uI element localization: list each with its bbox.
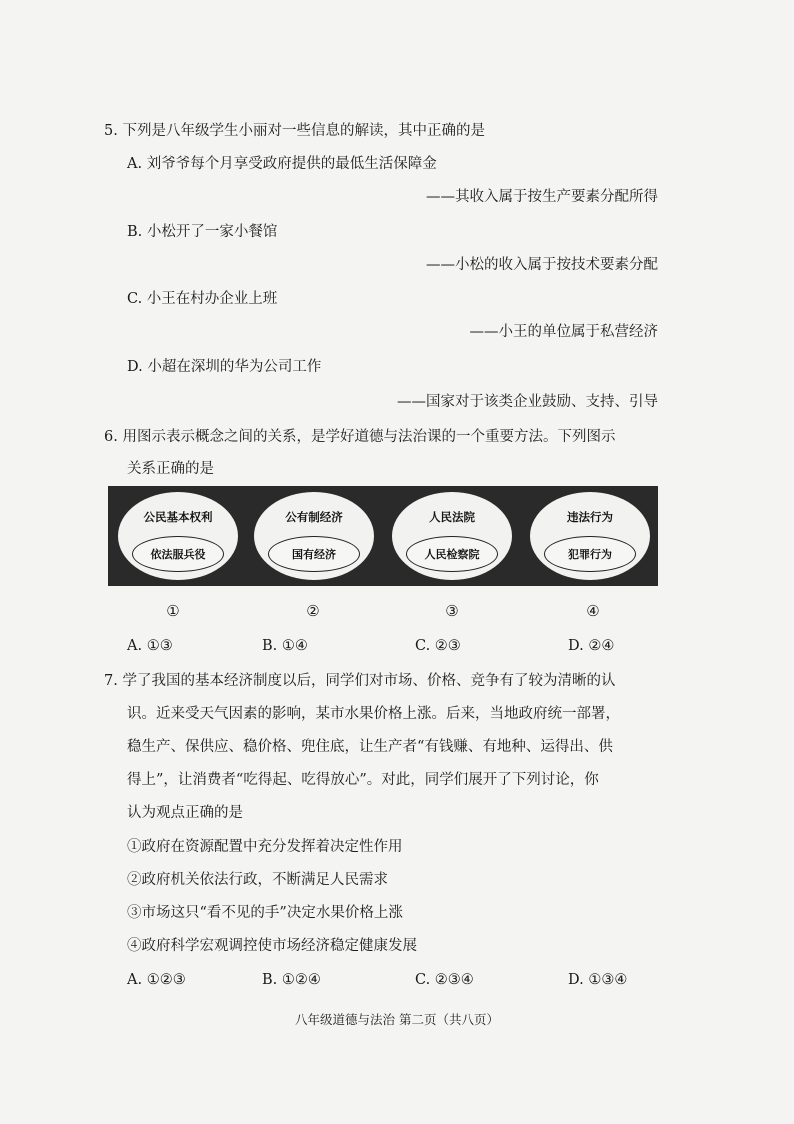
diagram-4-outer-label: 违法行为	[567, 510, 613, 524]
q7-statement-1: ①政府在资源配置中充分发挥着决定性作用	[127, 839, 403, 855]
q5-stem: 5. 下列是八年级学生小丽对一些信息的解读，其中正确的是	[104, 123, 485, 139]
q6-stem-line1: 6. 用图示表示概念之间的关系，是学好道德与法治课的一个重要方法。下列图示	[104, 429, 616, 445]
diagram-4-number: ④	[586, 602, 600, 620]
diagram-1-number: ①	[166, 602, 180, 620]
q7-choice-b: B. ①②④	[262, 972, 321, 988]
q5-option-a-note: ——其收入属于按生产要素分配所得	[426, 189, 658, 205]
q6-choice-b: B. ①④	[262, 638, 308, 654]
q5-option-b-note: ——小松的收入属于按技术要素分配	[426, 257, 658, 273]
q7-stem-line4: 得上”，让消费者“吃得起、吃得放心”。对此，同学们展开了下列讨论，你	[127, 772, 599, 788]
diagram-3-outer-label: 人民法院	[429, 510, 475, 524]
q7-stem-line5: 认为观点正确的是	[127, 805, 243, 821]
q7-statement-4: ④政府科学宏观调控使市场经济稳定健康发展	[127, 938, 417, 954]
q7-stem-line2: 识。近来受天气因素的影响，某市水果价格上涨。后来，当地政府统一部署，	[127, 706, 620, 722]
q5-option-c-note: ——小王的单位属于私营经济	[469, 324, 658, 340]
q6-choice-d: D. ②④	[568, 638, 615, 654]
q5-option-c: C. 小王在村办企业上班	[127, 291, 278, 307]
diagram-1-inner-label: 依法服兵役	[132, 536, 224, 572]
diagram-3-inner-label: 人民检察院	[406, 536, 498, 572]
diagram-2-number: ②	[306, 602, 320, 620]
q7-stem-line3: 稳生产、保供应、稳价格、兜住底，让生产者“有钱赚、有地种、运得出、供	[127, 739, 613, 755]
diagram-2-inner-label: 国有经济	[268, 536, 360, 572]
q7-stem-line1: 7. 学了我国的基本经济制度以后，同学们对市场、价格、竞争有了较为清晰的认	[104, 673, 616, 689]
q5-option-d-note: ——国家对于该类企业鼓励、支持、引导	[397, 394, 658, 410]
diagram-2	[254, 492, 374, 580]
q7-choice-c: C. ②③④	[415, 972, 474, 988]
q7-choice-a: A. ①②③	[127, 972, 186, 988]
diagram-3-number: ③	[445, 602, 459, 620]
q6-choice-c: C. ②③	[415, 638, 461, 654]
q6-stem-line2: 关系正确的是	[127, 461, 214, 477]
diagram-4	[530, 492, 650, 580]
q5-option-b: B. 小松开了一家小餐馆	[127, 224, 278, 240]
concept-diagram-panel	[108, 486, 658, 586]
diagram-3	[392, 492, 512, 580]
diagram-4-inner-label: 犯罪行为	[544, 536, 636, 572]
q6-choice-a: A. ①③	[127, 638, 173, 654]
diagram-1	[118, 492, 238, 580]
diagram-2-outer-label: 公有制经济	[285, 510, 343, 524]
q7-statement-3: ③市场这只“看不见的手”决定水果价格上涨	[127, 905, 403, 921]
q5-option-a: A. 刘爷爷每个月享受政府提供的最低生活保障金	[127, 156, 437, 172]
q7-statement-2: ②政府机关依法行政，不断满足人民需求	[127, 872, 388, 888]
q7-choice-d: D. ①③④	[568, 972, 628, 988]
diagram-1-outer-label: 公民基本权利	[143, 510, 213, 524]
page-footer: 八年级道德与法治 第二页（共八页）	[295, 1012, 499, 1027]
q5-option-d: D. 小超在深圳的华为公司工作	[127, 359, 322, 375]
